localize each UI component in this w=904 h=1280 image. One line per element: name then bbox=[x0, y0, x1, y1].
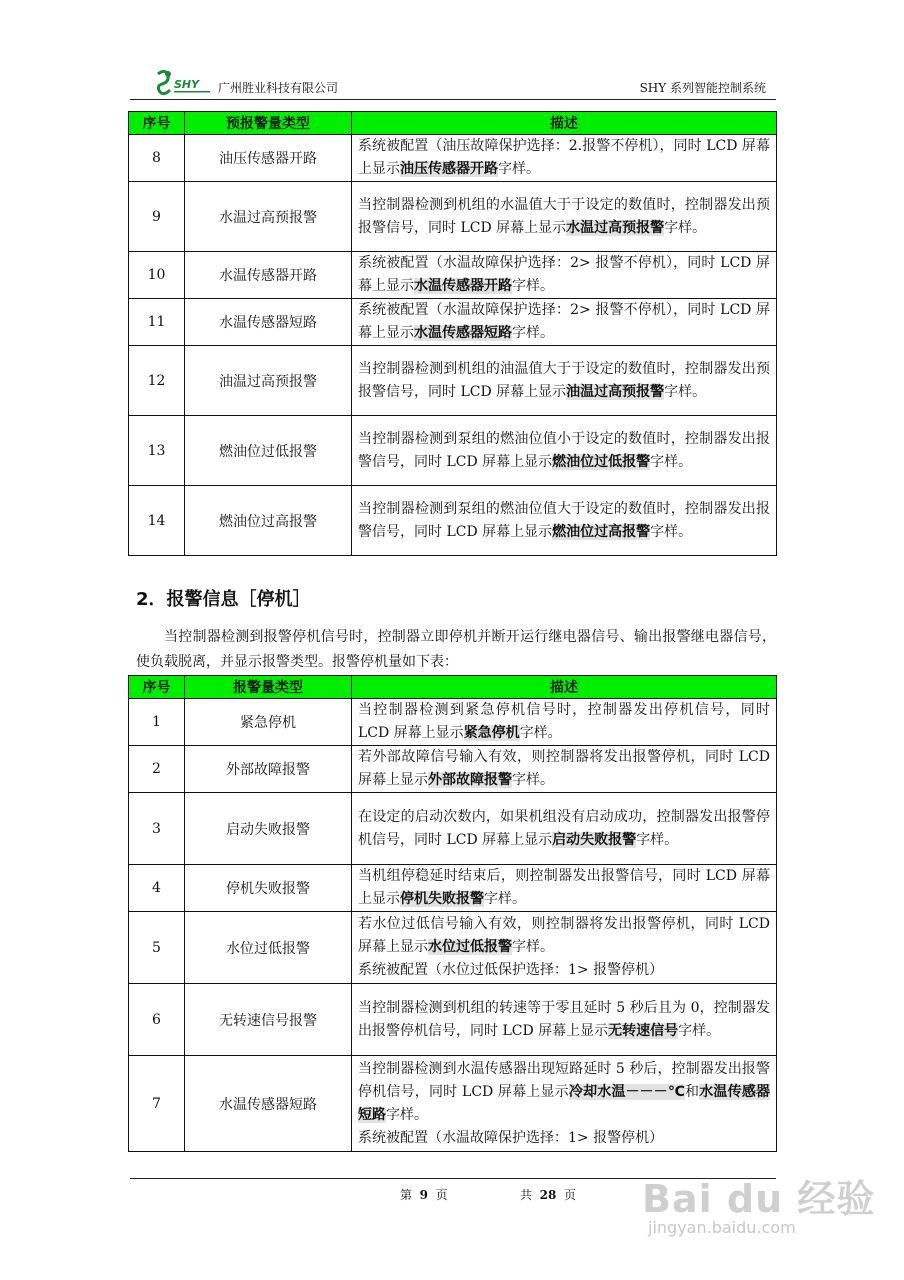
header-divider bbox=[130, 99, 776, 100]
baidu-watermark bbox=[642, 1168, 876, 1237]
table-row bbox=[129, 346, 777, 416]
table-row bbox=[129, 486, 777, 556]
baidu-logo-icon: Bai du 经验 bbox=[642, 1177, 876, 1221]
table-row bbox=[129, 793, 777, 865]
column-header-desc: 描述 bbox=[352, 676, 777, 699]
section-title: 2．报警信息［停机］ bbox=[136, 589, 311, 610]
row-desc: 当控制器检测到机组的水温值大于于设定的数值时，控制器发出预报警信号，同时 LCD 屏幕上显示水温过高预报警字样。 bbox=[352, 182, 777, 252]
table-row bbox=[129, 699, 777, 746]
row-type: 油压传感器开路 bbox=[185, 135, 352, 182]
row-no: 8 bbox=[129, 135, 185, 182]
total-pages: 共 28 页 bbox=[520, 1188, 577, 1202]
row-desc: 当控制器检测到紧急停机信号时，控制器发出停机信号，同时 LCD 屏幕上显示紧急停机字样。 bbox=[352, 699, 777, 746]
table-row bbox=[129, 984, 777, 1056]
row-desc: 当控制器检测到泵组的燃油位值大于设定的数值时，控制器发出报警信号，同时 LCD 屏幕上显示燃油位过高报警字样。 bbox=[352, 486, 777, 556]
row-type: 水位过低报警 bbox=[185, 912, 352, 984]
svg-text:SHY: SHY bbox=[174, 78, 200, 91]
table-row bbox=[129, 1056, 777, 1152]
row-no: 6 bbox=[129, 984, 185, 1056]
column-header-desc: 描述 bbox=[352, 112, 777, 135]
row-type: 无转速信号报警 bbox=[185, 984, 352, 1056]
page-header bbox=[130, 64, 776, 100]
row-desc: 系统被配置（水温故障保护选择：2> 报警不停机），同时 LCD 屏幕上显示水温传感器开路字样。 bbox=[352, 252, 777, 299]
row-no: 11 bbox=[129, 299, 185, 346]
row-no: 1 bbox=[129, 699, 185, 746]
table-row bbox=[129, 135, 777, 182]
column-header-no: 序号 bbox=[129, 676, 185, 699]
table-row bbox=[129, 182, 777, 252]
row-type: 水温过高预报警 bbox=[185, 182, 352, 252]
row-desc: 当机组停稳延时结束后，则控制器发出报警信号，同时 LCD 屏幕上显示停机失败报警字样。 bbox=[352, 865, 777, 912]
table-row bbox=[129, 299, 777, 346]
row-type: 水温传感器开路 bbox=[185, 252, 352, 299]
row-type: 燃油位过高报警 bbox=[185, 486, 352, 556]
row-desc: 若水位过低信号输入有效，则控制器将发出报警停机，同时 LCD 屏幕上显示水位过低报警字样。 系统被配置（水位过低保护选择：1> 报警停机） bbox=[352, 912, 777, 984]
column-header-type: 预报警量类型 bbox=[185, 112, 352, 135]
row-type: 水温传感器短路 bbox=[185, 1056, 352, 1152]
company-logo bbox=[154, 68, 214, 96]
watermark-url: jingyan.baidu.com bbox=[648, 1218, 796, 1237]
row-type: 燃油位过低报警 bbox=[185, 416, 352, 486]
shy-logo-icon bbox=[154, 68, 214, 96]
row-no: 13 bbox=[129, 416, 185, 486]
shutdown-alarm-table bbox=[128, 675, 777, 1152]
table-row bbox=[129, 865, 777, 912]
row-no: 9 bbox=[129, 182, 185, 252]
row-no: 14 bbox=[129, 486, 185, 556]
row-type: 紧急停机 bbox=[185, 699, 352, 746]
row-no: 10 bbox=[129, 252, 185, 299]
row-desc: 当控制器检测到泵组的燃油位值小于设定的数值时，控制器发出报警信号，同时 LCD 屏幕上显示燃油位过低报警字样。 bbox=[352, 416, 777, 486]
row-type: 水温传感器短路 bbox=[185, 299, 352, 346]
row-type: 外部故障报警 bbox=[185, 746, 352, 793]
table-header-row bbox=[129, 112, 777, 135]
table-row bbox=[129, 912, 777, 984]
pre-alarm-table bbox=[128, 111, 777, 556]
column-header-type: 报警量类型 bbox=[185, 676, 352, 699]
section-paragraph: 当控制器检测到报警停机信号时，控制器立即停机并断开运行继电器信号、输出报警继电器信号，使负载脱离，并显示报警类型。报警停机量如下表： bbox=[136, 629, 776, 670]
table-row bbox=[129, 416, 777, 486]
row-no: 3 bbox=[129, 793, 185, 865]
row-desc: 系统被配置（油压故障保护选择：2.报警不停机），同时 LCD 屏幕上显示油压传感器开路字样。 bbox=[352, 135, 777, 182]
row-no: 5 bbox=[129, 912, 185, 984]
column-header-no: 序号 bbox=[129, 112, 185, 135]
table-row bbox=[129, 252, 777, 299]
row-desc: 当控制器检测到水温传感器出现短路延时 5 秒后，控制器发出报警停机信号，同时 LCD 屏幕上显示冷却水温－－－℃和水温传感器短路字样。 系统被配置（水温故障保护选择：1> 报警停机） bbox=[352, 1056, 777, 1152]
row-no: 12 bbox=[129, 346, 185, 416]
row-no: 4 bbox=[129, 865, 185, 912]
row-type: 停机失败报警 bbox=[185, 865, 352, 912]
table-row bbox=[129, 746, 777, 793]
page-number: 第 9 页 bbox=[400, 1188, 448, 1202]
row-desc: 当控制器检测到机组的油温值大于于设定的数值时，控制器发出预报警信号，同时 LCD 屏幕上显示油温过高预报警字样。 bbox=[352, 346, 777, 416]
company-name: 广州胜业科技有限公司 bbox=[218, 81, 339, 95]
row-desc: 系统被配置（水温故障保护选择：2> 报警不停机），同时 LCD 屏幕上显示水温传感器短路字样。 bbox=[352, 299, 777, 346]
row-type: 启动失败报警 bbox=[185, 793, 352, 865]
row-no: 2 bbox=[129, 746, 185, 793]
row-desc: 若外部故障信号输入有效，则控制器将发出报警停机，同时 LCD 屏幕上显示外部故障报警字样。 bbox=[352, 746, 777, 793]
row-desc: 当控制器检测到机组的转速等于零且延时 5 秒后且为 0，控制器发出报警停机信号，同时 LCD 屏幕上显示无转速信号字样。 bbox=[352, 984, 777, 1056]
row-type: 油温过高预报警 bbox=[185, 346, 352, 416]
row-desc: 在设定的启动次数内，如果机组没有启动成功，控制器发出报警停机信号，同时 LCD 屏幕上显示启动失败报警字样。 bbox=[352, 793, 777, 865]
table-header-row bbox=[129, 676, 777, 699]
system-name: SHY 系列智能控制系统 bbox=[639, 81, 766, 95]
row-no: 7 bbox=[129, 1056, 185, 1152]
